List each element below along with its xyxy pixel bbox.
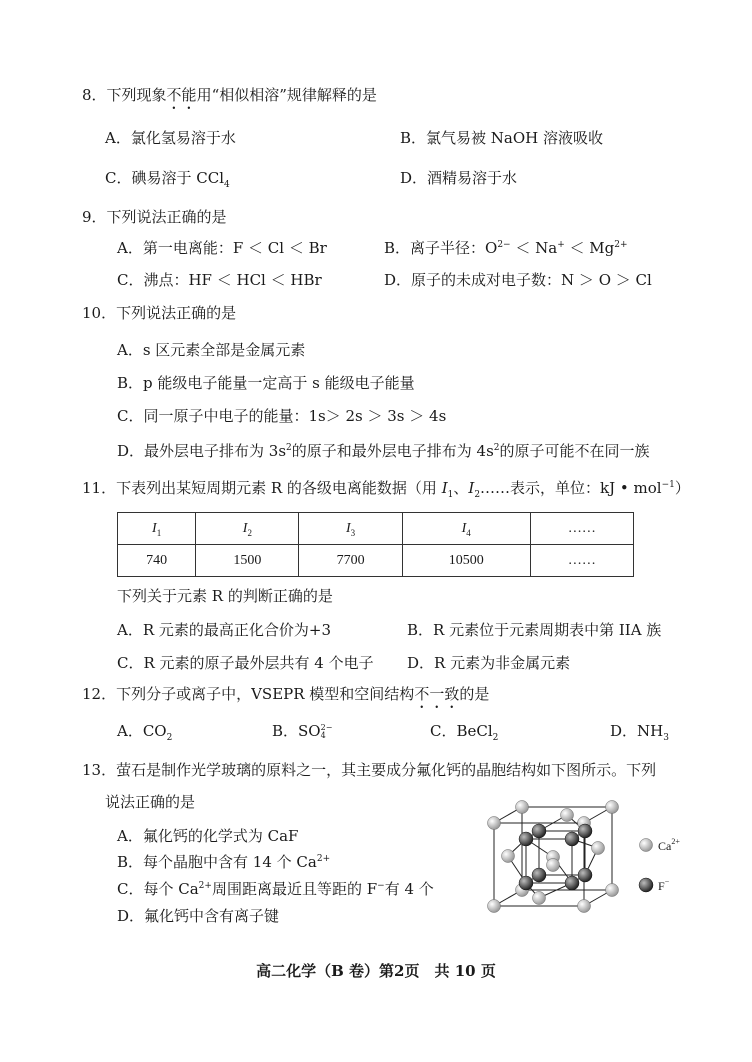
table-cell: 1500 bbox=[196, 545, 299, 577]
q12-option-b-text: B．SO bbox=[272, 722, 321, 740]
table-cell: 10500 bbox=[402, 545, 530, 577]
q13-option-c-text: C．每个 Ca bbox=[117, 880, 199, 898]
table-cell: …… bbox=[530, 545, 633, 577]
q9-option-b-text: B．离子半径：O bbox=[384, 239, 498, 257]
header-symbol: …… bbox=[567, 520, 596, 536]
q10-option-d-end: 的原子可能不在同一族 bbox=[499, 442, 650, 460]
q13-stem-line2: 说法正确的是 bbox=[105, 793, 196, 811]
q9-option-b-sup1: 2− bbox=[497, 240, 511, 250]
q8-option-c-sub: 4 bbox=[224, 180, 230, 190]
q11-stem-sep: 、 bbox=[453, 479, 469, 497]
q8-stem-text: 8．下列现象 bbox=[82, 86, 167, 104]
q13-stem-line1: 13．萤石是制作光学玻璃的原料之一，其主要成分氟化钙的晶胞结构如下图所示。下列 bbox=[82, 761, 657, 779]
table-cell: 740 bbox=[118, 545, 196, 577]
q12-option-d-sub: 3 bbox=[663, 733, 669, 743]
legend-f-swatch bbox=[639, 878, 653, 892]
header-sub: 1 bbox=[156, 527, 162, 538]
q9-option-a: A．第一电离能：F ＜ Cl ＜ Br bbox=[117, 239, 327, 257]
header-symbol: I bbox=[242, 520, 248, 536]
q13-option-b-sup: 2+ bbox=[316, 854, 331, 864]
q11-stem bbox=[82, 478, 690, 498]
header-symbol: I bbox=[461, 520, 467, 536]
q9-option-b-sup2: + bbox=[557, 240, 565, 250]
q11-stem-end: ） bbox=[674, 479, 690, 497]
q11-stem-i2: I bbox=[468, 479, 475, 497]
q12-stem-text: 12．下列分子或离子中，VSEPR 模型和空间结构 bbox=[82, 685, 415, 703]
q13-option-c-mid: 周围距离最近且等距的 F bbox=[211, 880, 378, 898]
q13-option-a: A．氟化钙的化学式为 CaF bbox=[117, 827, 299, 845]
q13-option-b-text: B．每个晶胞中含有 14 个 Ca bbox=[117, 853, 317, 871]
legend-f-label: F− bbox=[658, 877, 670, 893]
q13-option-c-end: 有 4 个 bbox=[384, 880, 434, 898]
q11-option-c: C．R 元素的原子最外层共有 4 个电子 bbox=[117, 654, 374, 672]
header-symbol: I bbox=[152, 520, 157, 536]
q11-stem-i1-sub: 1 bbox=[447, 490, 454, 500]
q12-stem-end: 的是 bbox=[459, 685, 490, 703]
q9-option-b-mid1: ＜ Na bbox=[510, 239, 558, 257]
q11-option-a: A．R 元素的最高正化合价为+3 bbox=[117, 621, 332, 639]
q8-option-c bbox=[105, 168, 230, 188]
table-cell: 7700 bbox=[299, 545, 402, 577]
legend-ca-swatch bbox=[640, 839, 653, 852]
q9-option-b-mid2: ＜ Mg bbox=[564, 239, 615, 257]
q11-stem-i1: I bbox=[441, 479, 448, 497]
q12-stem bbox=[82, 684, 489, 712]
q13-option-c-sup2: − bbox=[377, 881, 385, 891]
fluorite-unit-cell-figure bbox=[484, 795, 694, 925]
table-row bbox=[118, 545, 634, 577]
q12-option-b-sup: 2− bbox=[320, 723, 333, 732]
table-header-cell bbox=[299, 513, 402, 545]
q13-option-d: D．氟化钙中含有离子键 bbox=[117, 907, 280, 925]
q11-stem-unit: ……表示，单位：kJ • mol bbox=[480, 479, 662, 497]
q11-option-b: B．R 元素位于元素周期表中第 IIA 族 bbox=[407, 621, 662, 639]
q12-option-d-text: D．NH bbox=[610, 722, 664, 740]
q12-option-b-sub: 4 bbox=[320, 731, 326, 740]
q8-stem-text-end: 用“相似相溶”规律解释的是 bbox=[196, 86, 377, 104]
q12-option-c bbox=[430, 721, 498, 741]
q9-option-d: D．原子的未成对电子数：N ＞ O ＞ Cl bbox=[384, 271, 652, 289]
q8-stem bbox=[82, 85, 377, 113]
q9-stem: 9．下列说法正确的是 bbox=[82, 208, 227, 226]
page-footer: 高二化学（B 卷）第2页 共 10 页 bbox=[256, 962, 496, 980]
table-header-cell bbox=[118, 513, 196, 545]
header-sub: 2 bbox=[247, 527, 252, 538]
q12-option-b bbox=[272, 721, 332, 741]
q12-option-c-sub: 2 bbox=[492, 733, 499, 743]
q12-option-a bbox=[117, 721, 172, 741]
q10-stem: 10．下列说法正确的是 bbox=[82, 304, 237, 322]
table-header-cell bbox=[402, 513, 530, 545]
q11-stem-text: 11．下表列出某短周期元素 R 的各级电离能数据（用 bbox=[82, 479, 442, 497]
figure-legend bbox=[639, 837, 680, 893]
q10-option-c: C．同一原子中电子的能量：1s＞ 2s ＞ 3s ＞ 4s bbox=[117, 407, 447, 425]
header-symbol: I bbox=[345, 520, 351, 536]
q12-option-a-sub: 2 bbox=[166, 733, 173, 743]
table-header-cell bbox=[530, 513, 633, 545]
legend-ca-label: $Ca^{2+}$ bbox=[658, 837, 680, 853]
q12-stem-emphasis: 不一致 bbox=[414, 685, 460, 703]
q10-option-a: A．s 区元素全部是金属元素 bbox=[117, 341, 306, 359]
q13-option-c-sup1: 2+ bbox=[198, 881, 212, 891]
q8-option-d: D．酒精易溶于水 bbox=[400, 169, 518, 187]
q8-option-a: A．氯化氢易溶于水 bbox=[105, 129, 236, 147]
q11-stem-i2-sub: 2 bbox=[474, 490, 481, 500]
q10-option-d-sup1: 2 bbox=[286, 443, 292, 453]
q12-option-a-text: A．CO bbox=[117, 722, 167, 740]
q10-option-d bbox=[117, 441, 650, 461]
q11-sub-stem: 下列关于元素 R 的判断正确的是 bbox=[117, 587, 333, 605]
q9-option-b bbox=[384, 238, 628, 258]
q10-option-d-text: D．最外层电子排布为 3s bbox=[117, 442, 287, 460]
header-sub: 3 bbox=[350, 527, 356, 538]
q9-option-b-sup3: 2+ bbox=[614, 240, 628, 250]
q10-option-b: B．p 能级电子能量一定高于 s 能级电子能量 bbox=[117, 374, 415, 392]
q8-option-b: B．氯气易被 NaOH 溶液吸收 bbox=[400, 129, 604, 147]
table-header-row bbox=[118, 513, 634, 545]
q8-stem-emphasis: 不能 bbox=[166, 86, 197, 104]
header-sub: 4 bbox=[466, 527, 471, 538]
ca-ions bbox=[488, 801, 619, 913]
q13-option-b bbox=[117, 852, 330, 872]
q10-option-d-sup2: 2 bbox=[493, 443, 500, 453]
q11-option-d: D．R 元素为非金属元素 bbox=[407, 654, 571, 672]
q10-option-d-mid: 的原子和最外层电子排布为 4s bbox=[291, 442, 494, 460]
q9-option-c: C．沸点：HF ＜ HCl ＜ HBr bbox=[117, 271, 322, 289]
q11-stem-unit-sup: −1 bbox=[661, 480, 675, 490]
ionization-energy-table bbox=[117, 512, 634, 577]
q12-option-c-text: C．BeCl bbox=[430, 722, 493, 740]
table-header-cell bbox=[196, 513, 299, 545]
q8-option-c-text: C．碘易溶于 CCl bbox=[105, 169, 224, 187]
q12-option-d bbox=[610, 721, 669, 741]
q13-option-c bbox=[117, 879, 434, 899]
